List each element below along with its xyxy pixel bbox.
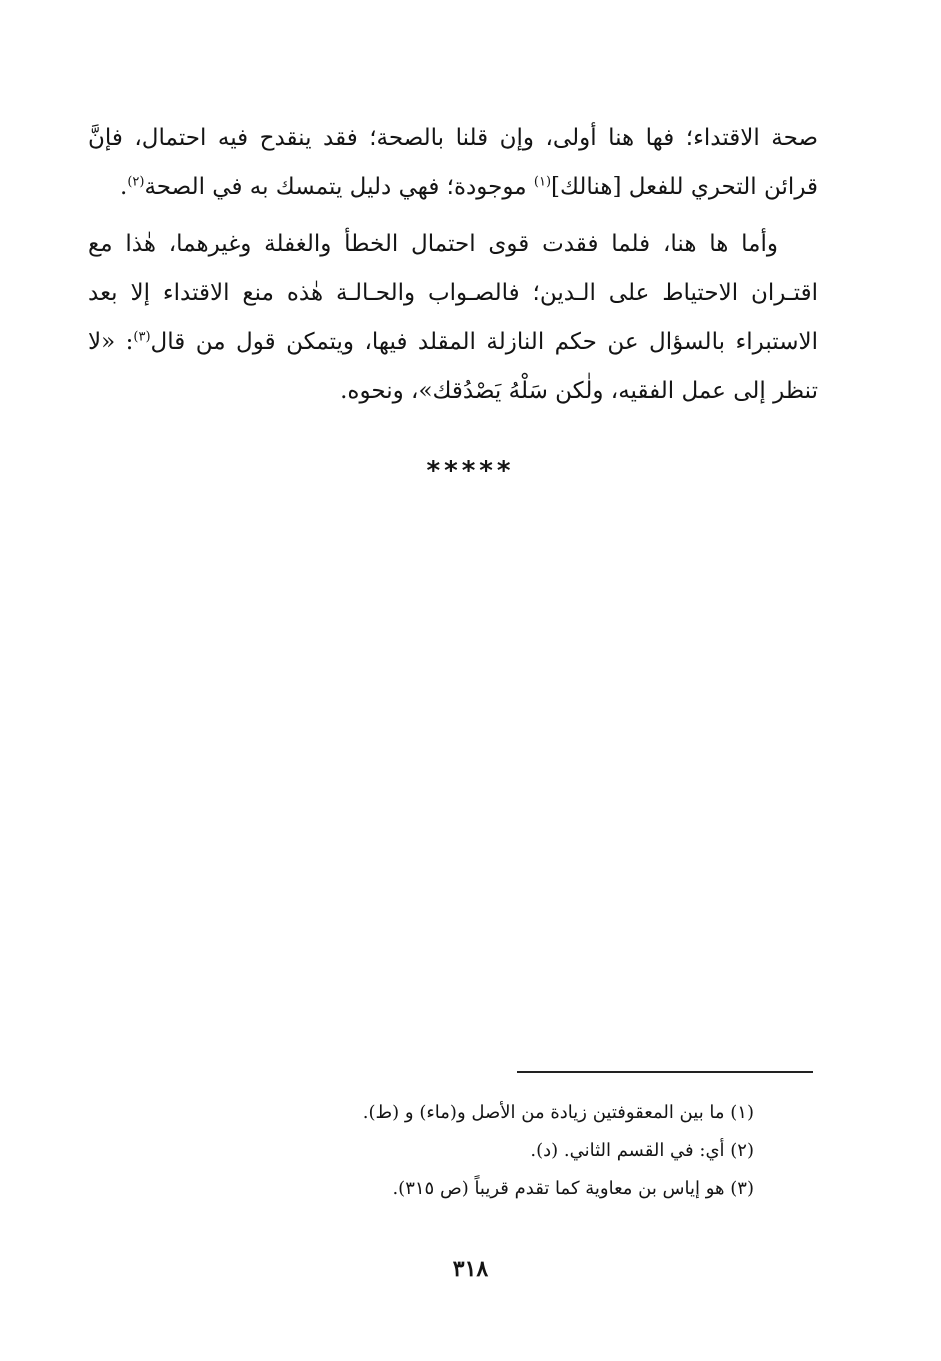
footnote-ref-1: (١): [533, 174, 552, 190]
paragraph-1-text-b: موجودة؛ فهي دليل يتمسك به في الصحة: [144, 174, 534, 200]
footnote-ref-2: (٢): [127, 174, 145, 190]
footnote-divider: [517, 1071, 813, 1073]
footnote-ref-3: (٣): [133, 329, 151, 345]
paragraph-1-text-c: .: [120, 174, 128, 200]
paragraph-2-text-b: : «لا تنظر إلى عمل الفقيه، ولٰكن سَلْهُ يَصْدُقك»، ونحوه.: [88, 329, 818, 404]
footnote-2: (٢) أي: في القسم الثاني. (د).: [530, 1140, 754, 1161]
section-separator: *****: [426, 456, 515, 486]
page-number: ٣١٨: [452, 1256, 489, 1282]
main-text-block: [88, 114, 818, 416]
paragraph-2: [88, 220, 818, 416]
paragraph-2-text-a: وأما ها هنا، فلما فقدت قوى احتمال الخطأ والغفلة وغيرهما، هٰذا مع اقتـران الاحتياط على الـدين؛ فالصـواب والحـالـة هٰذه منع الاقتداء إلا بعد الاستبراء بالسؤال عن حكم النازلة المقلد فيها، ويتمكن قول من قال: [88, 231, 818, 355]
footnote-3: (٣) هو إياس بن معاوية كما تقدم قريباً (ص ٣١٥).: [392, 1178, 754, 1199]
footnotes-block: [250, 1094, 754, 1208]
footnote-1: (١) ما بين المعقوفتين زيادة من الأصل و(ماء) و (ط).: [362, 1102, 754, 1123]
paragraph-1: [88, 114, 818, 212]
paragraph-1-text-a: صحة الاقتداء؛ فها هنا أولى، وإن قلنا بالصحة؛ فقد ينقدح فيه احتمال، فإنَّ قرائن التحري للفعل [هنالك]: [88, 125, 818, 200]
